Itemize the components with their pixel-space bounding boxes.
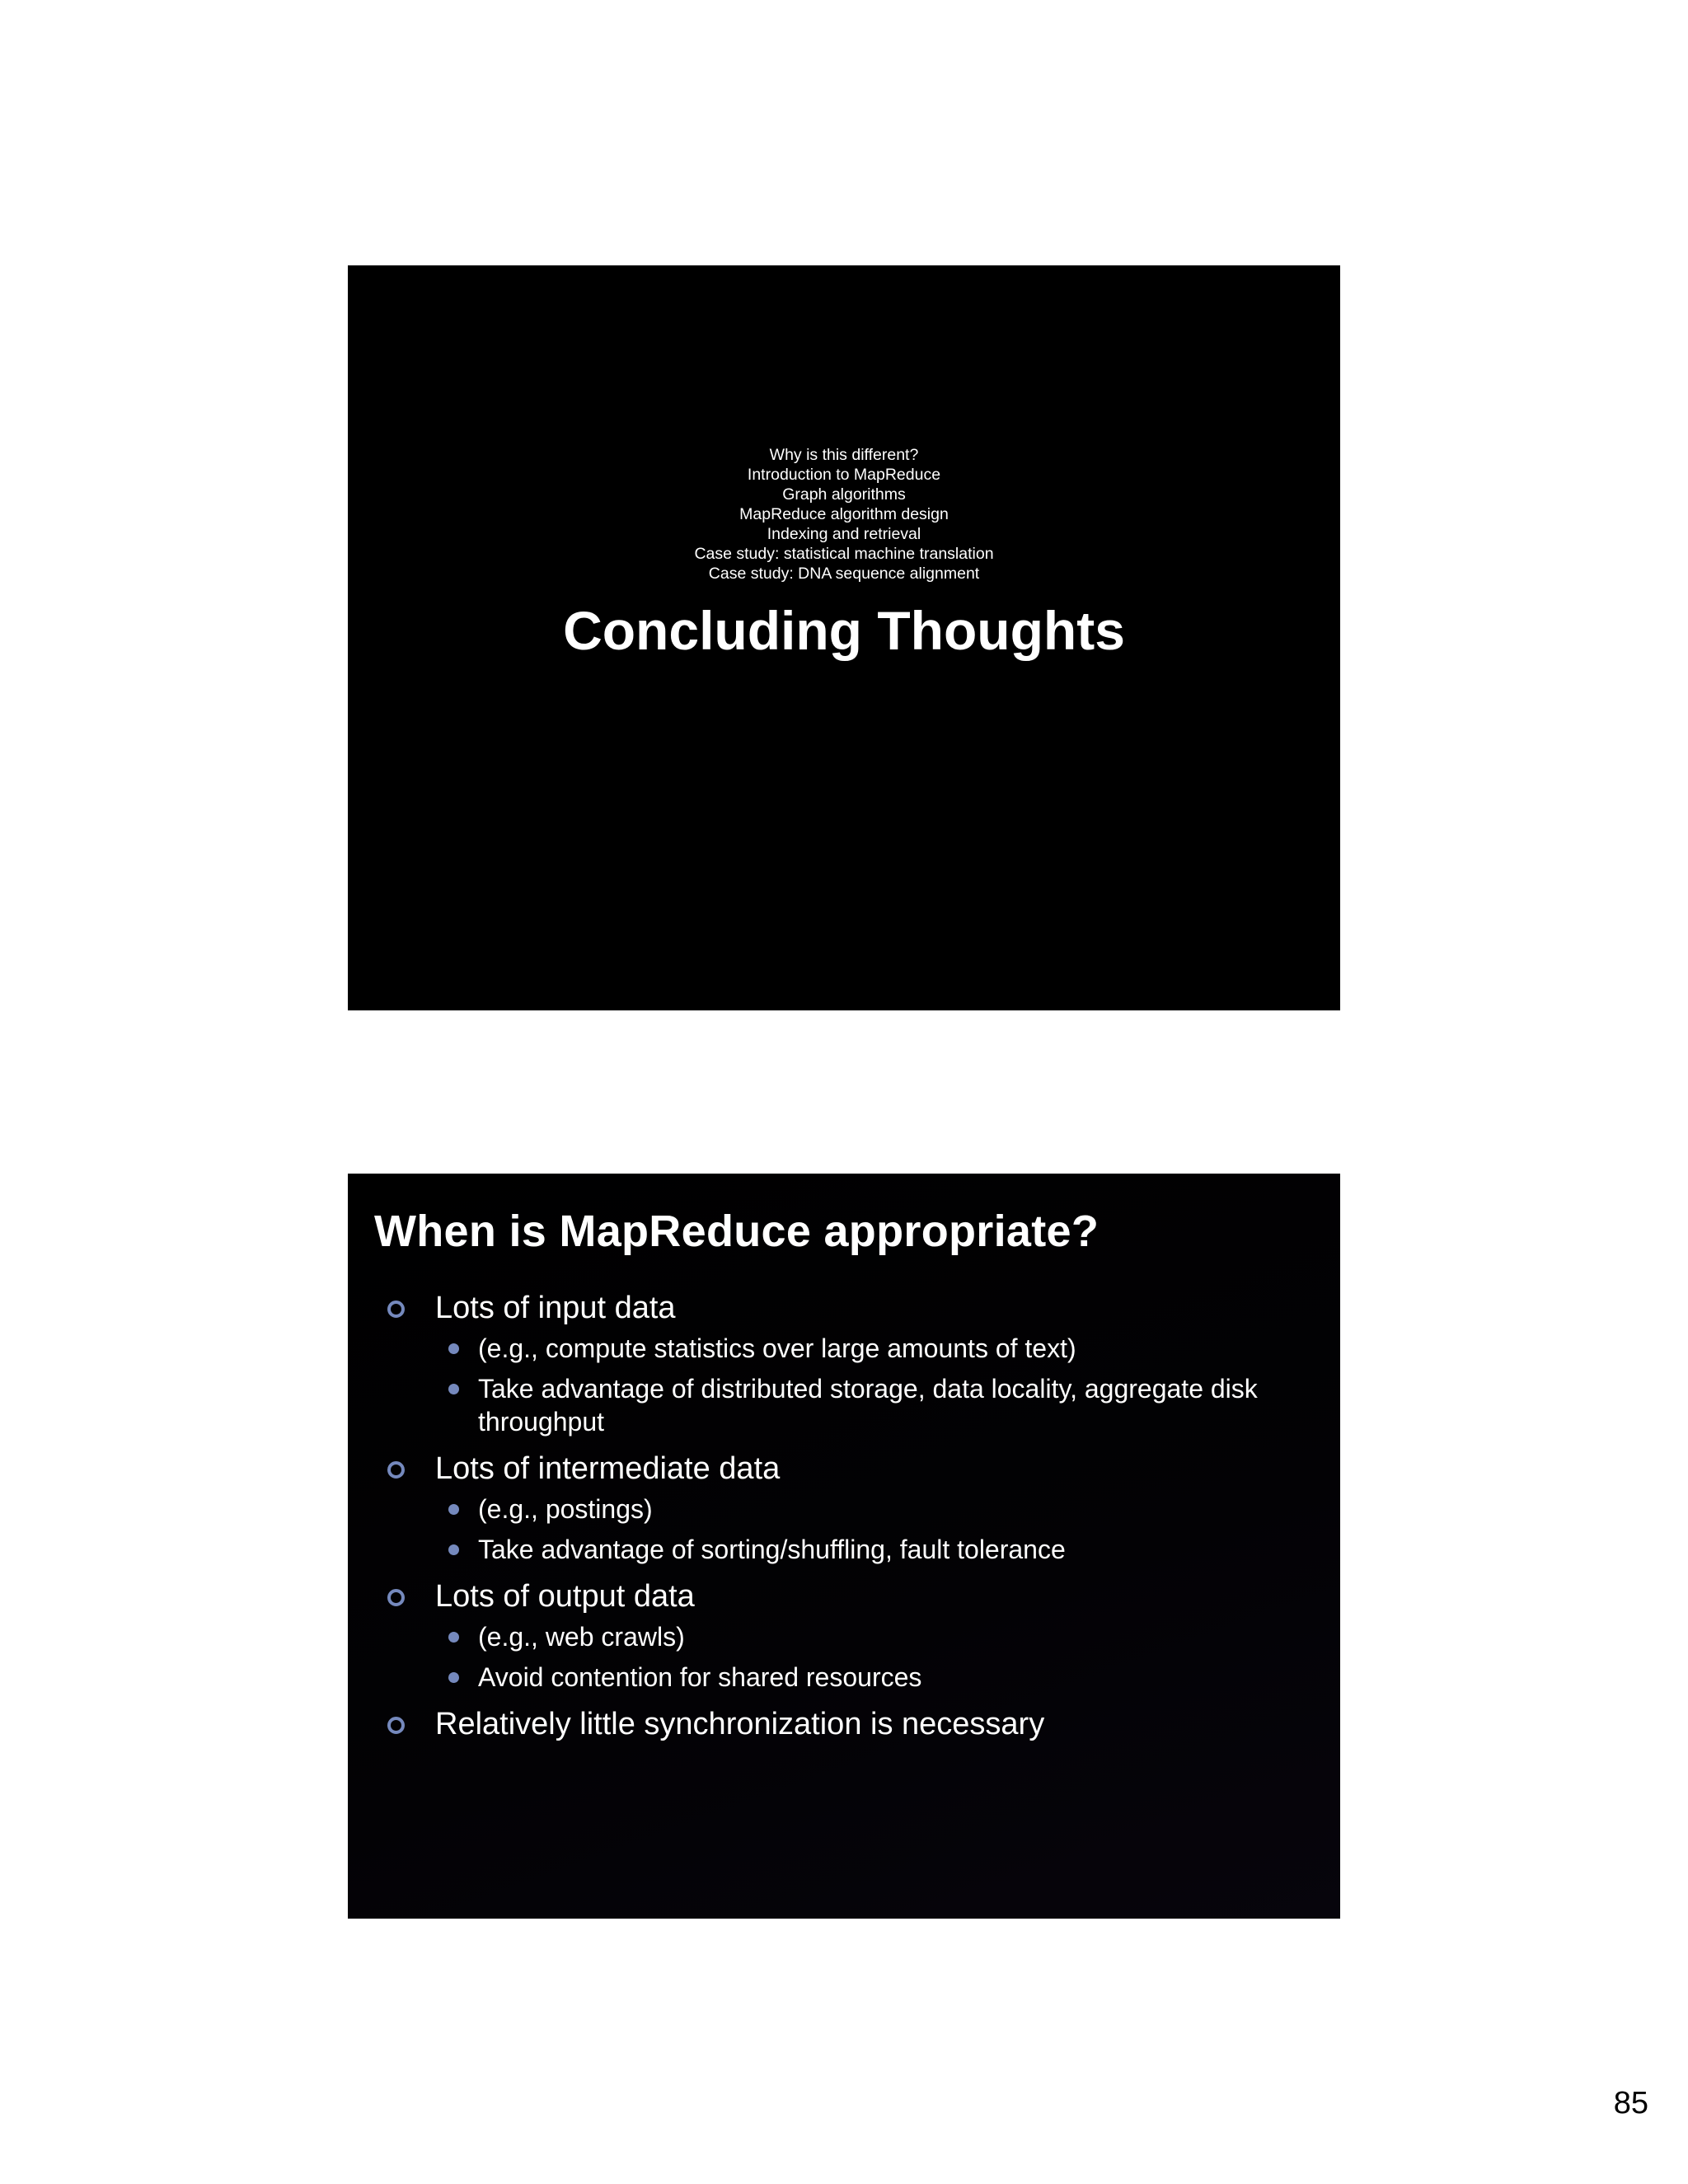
dot-bullet-icon: [448, 1384, 459, 1394]
sub-bullet-text: (e.g., compute statistics over large amounts of text): [478, 1333, 1076, 1363]
bullet-text: Lots of input data: [435, 1291, 676, 1325]
slide-concluding-thoughts: [348, 265, 1340, 1010]
slide-title: When is MapReduce appropriate?: [374, 1207, 1100, 1256]
sub-bullet-item: [435, 1493, 1296, 1526]
sub-bullet-text: (e.g., web crawls): [478, 1622, 685, 1652]
ring-bullet-icon: [387, 1461, 405, 1479]
agenda-item: Indexing and retrieval: [767, 525, 921, 543]
sub-bullet-text: (e.g., postings): [478, 1494, 653, 1524]
sub-bullet-item: [435, 1372, 1296, 1438]
ring-bullet-icon: [387, 1589, 405, 1606]
sub-bullet-text: Avoid contention for shared resources: [478, 1662, 922, 1692]
sub-bullet-text: Take advantage of sorting/shuffling, fault tolerance: [478, 1535, 1066, 1564]
slide-mapreduce-appropriate: [348, 1174, 1340, 1919]
agenda-item: Why is this different?: [769, 446, 919, 464]
bullet-item: [373, 1577, 1296, 1694]
bullet-list: [373, 1289, 1296, 1751]
sub-bullet-item: [435, 1661, 1296, 1694]
dot-bullet-icon: [448, 1632, 459, 1643]
bullet-text: Lots of output data: [435, 1579, 695, 1614]
dot-bullet-icon: [448, 1343, 459, 1354]
sub-bullet-item: [435, 1620, 1296, 1653]
sub-bullet-list: [435, 1620, 1296, 1694]
bullet-text: Lots of intermediate data: [435, 1451, 781, 1486]
agenda-item: Case study: DNA sequence alignment: [708, 565, 980, 583]
agenda-list: [348, 445, 1340, 583]
sub-bullet-list: [435, 1493, 1296, 1566]
agenda-item: Graph algorithms: [782, 485, 906, 504]
bullet-item: [373, 1450, 1296, 1566]
ring-bullet-icon: [387, 1717, 405, 1734]
sub-bullet-item: [435, 1332, 1296, 1365]
agenda-item: Introduction to MapReduce: [747, 466, 941, 484]
bullet-item: [373, 1289, 1296, 1438]
ring-bullet-icon: [387, 1301, 405, 1318]
bullet-item: [373, 1705, 1296, 1743]
sub-bullet-item: [435, 1533, 1296, 1566]
dot-bullet-icon: [448, 1544, 459, 1555]
section-title: Concluding Thoughts: [563, 600, 1125, 661]
sub-bullet-text: Take advantage of distributed storage, data locality, aggregate disk throughput: [478, 1374, 1258, 1436]
dot-bullet-icon: [448, 1504, 459, 1515]
sub-bullet-list: [435, 1332, 1296, 1438]
page-number: 85: [1613, 2086, 1648, 2121]
agenda-item: Case study: statistical machine translation: [694, 545, 994, 563]
agenda-item: MapReduce algorithm design: [739, 505, 949, 523]
bullet-text: Relatively little synchronization is necessary: [435, 1707, 1045, 1741]
dot-bullet-icon: [448, 1672, 459, 1683]
